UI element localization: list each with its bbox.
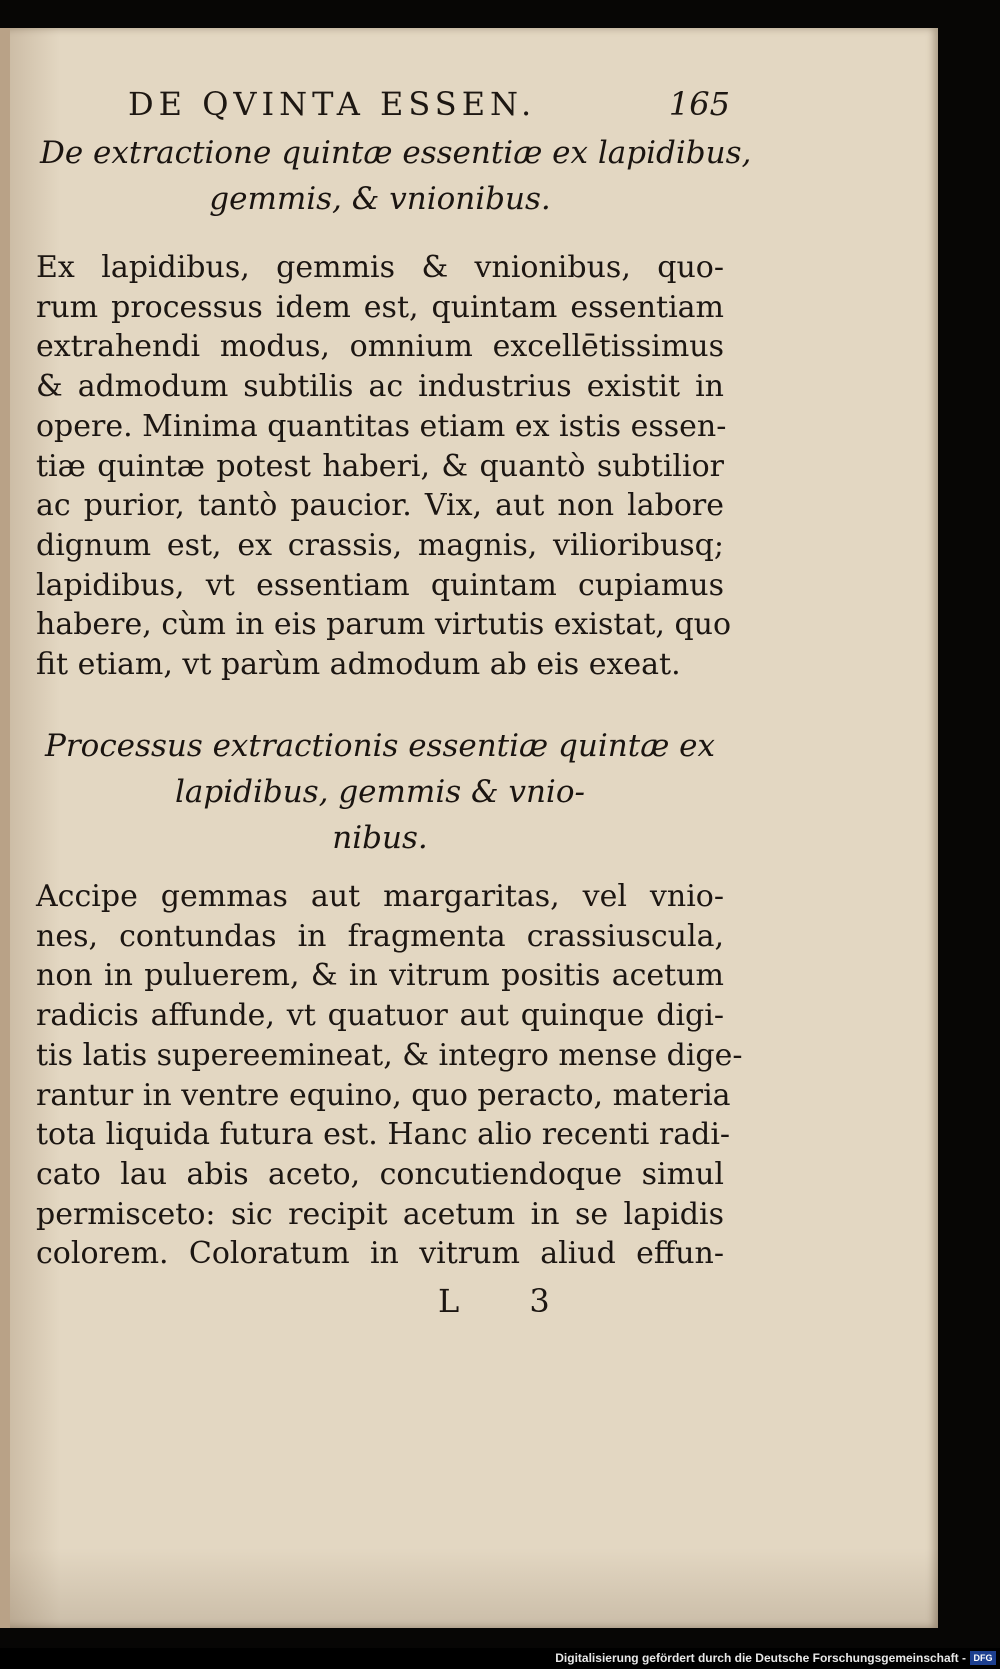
- text-line: habere, cùm in eis parum virtutis existat, quo: [36, 607, 732, 643]
- text-line: rum processus idem est, quintam essentiam: [36, 289, 724, 325]
- text-line: fit etiam, vt parùm admodum ab eis exeat.: [36, 647, 681, 683]
- section-heading-2: [40, 723, 720, 861]
- text-line: Accipe gemmas aut margaritas, vel vnio-: [36, 879, 724, 914]
- footer-bar: [0, 1648, 1000, 1669]
- text-line: tiæ quintæ potest haberi, & quantò subtilior: [36, 448, 724, 484]
- text-line: lapidibus, vt essentiam quintam cupiamus: [36, 567, 724, 603]
- text-line: & admodum subtilis ac industrius existit in: [36, 369, 724, 405]
- text-line: extrahendi modus, omnium excellētissimus: [36, 329, 724, 365]
- page-number: 165: [668, 85, 730, 123]
- funding-credit: Digitalisierung gefördert durch die Deutsche Forschungsgemeinschaft -: [555, 1651, 966, 1665]
- running-head: DE QVINTA ESSEN.: [128, 85, 537, 123]
- text-line: dignum est, ex crassis, magnis, vilioribusq;: [36, 527, 724, 563]
- heading-line: De extractione quintæ essentiæ ex lapidibus,: [40, 135, 752, 171]
- page-edge: [0, 28, 10, 1628]
- paragraph-2: [36, 877, 743, 1274]
- text-line: permisceto: sic recipit acetum in se lapidis: [36, 1196, 724, 1232]
- text-line: rantur in ventre equino, quo peracto, materia: [36, 1077, 731, 1113]
- dfg-logo: DFG: [970, 1651, 996, 1665]
- heading-line: Processus extractionis essentiæ quintæ ex: [44, 728, 716, 764]
- paragraph-1: [36, 248, 732, 685]
- signature-mark: L 3: [438, 1282, 580, 1320]
- section-heading-1: [40, 130, 752, 222]
- text-line: ac purior, tantò paucior. Vix, aut non labore: [36, 488, 724, 524]
- page-header: [128, 85, 730, 129]
- text-line: opere. Minima quantitas etiam ex istis essen-: [36, 408, 727, 444]
- text-line: cato lau abis aceto, concutiendoque simul: [36, 1156, 724, 1192]
- text-line: colorem. Coloratum in vitrum aliud effun-: [36, 1236, 724, 1272]
- heading-line: nibus.: [332, 820, 428, 856]
- text-line: non in puluerem, & in vitrum positis acetum: [36, 958, 724, 994]
- text-line: Ex lapidibus, gemmis & vnionibus, quo-: [36, 250, 724, 285]
- heading-line: lapidibus, gemmis & vnio-: [175, 774, 585, 810]
- text-line: tis latis supereemineat, & integro mense dige-: [36, 1037, 743, 1073]
- heading-line: gemmis, & vnionibus.: [209, 181, 551, 217]
- text-line: tota liquida futura est. Hanc alio recenti radi-: [36, 1117, 731, 1153]
- text-line: nes, contundas in fragmenta crassiuscula,: [36, 918, 724, 954]
- text-line: radicis affunde, vt quatuor aut quinque digi-: [36, 998, 724, 1034]
